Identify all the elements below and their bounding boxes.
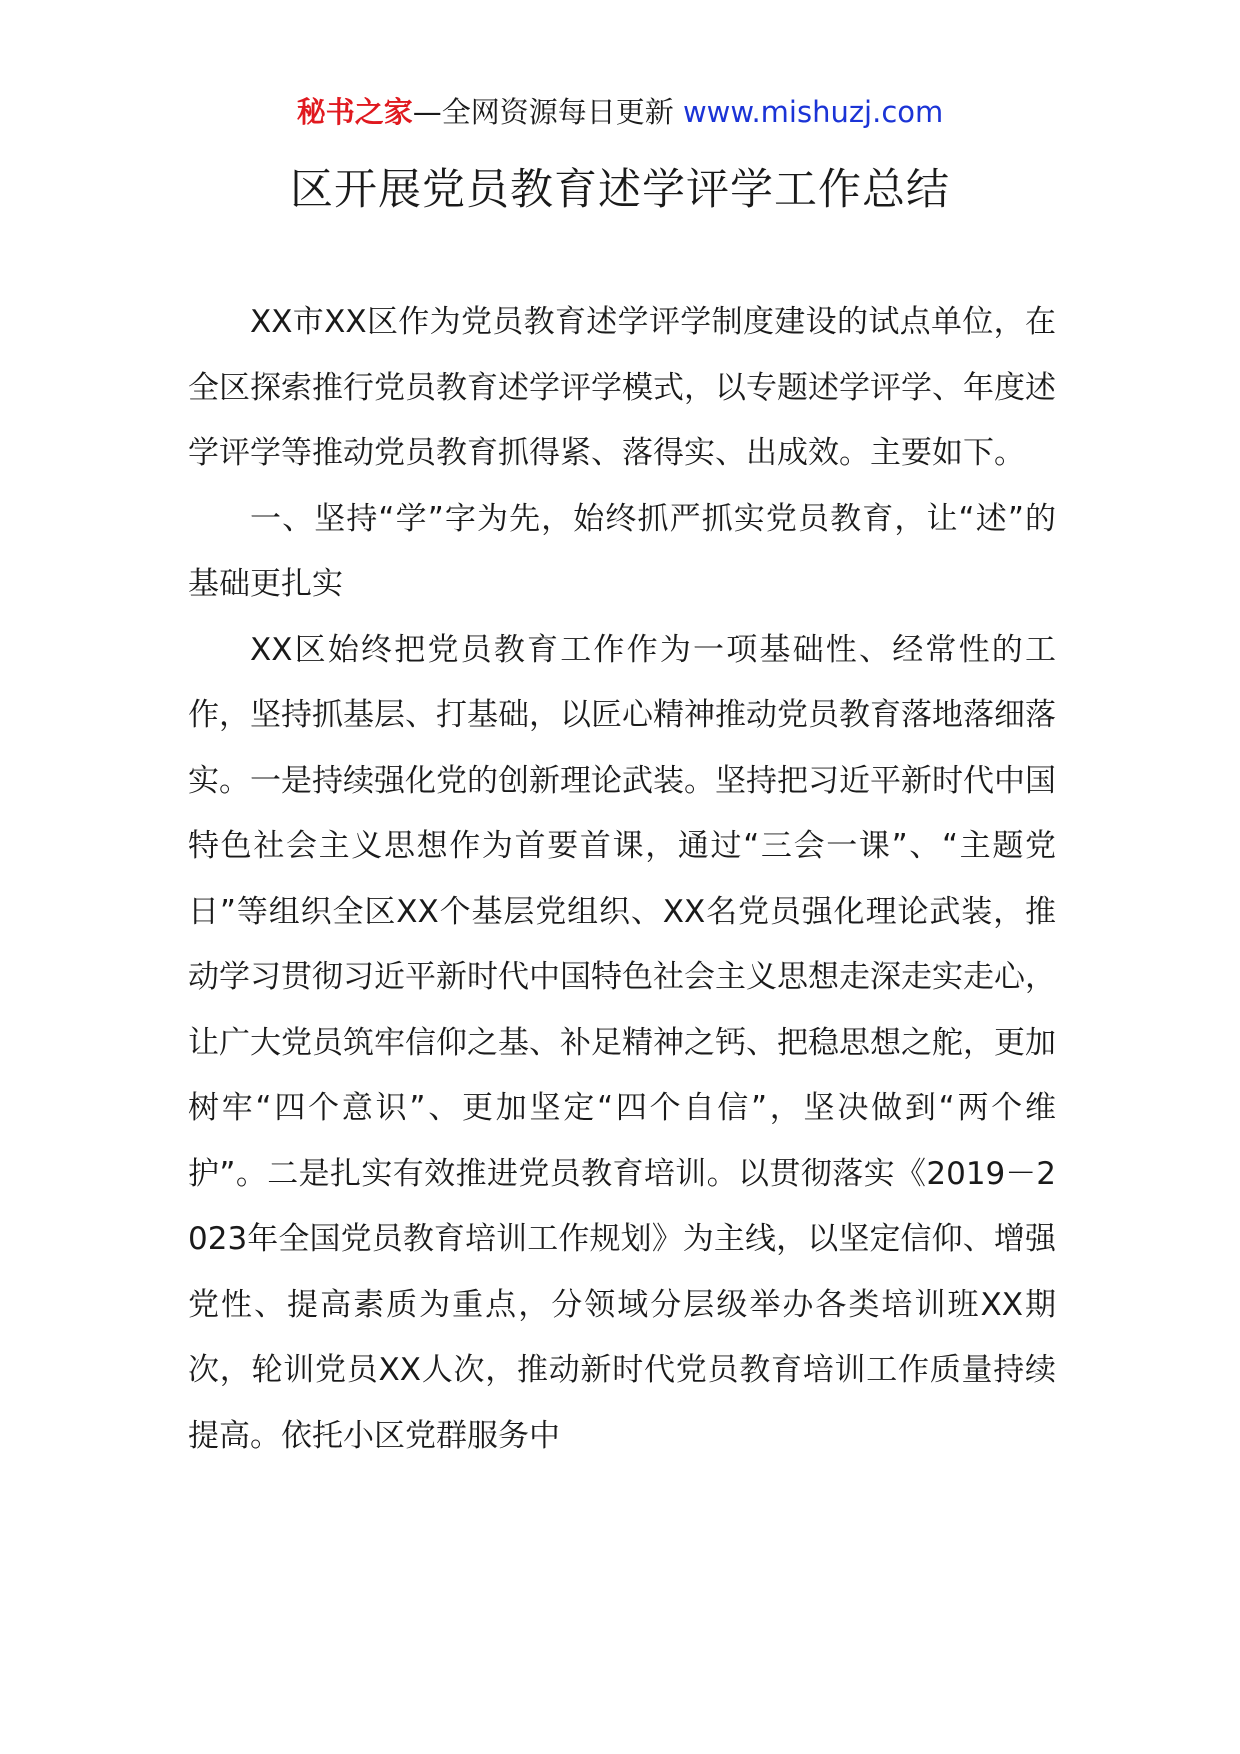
section-heading-1: 一、坚持“学”字为先，始终抓严抓实党员教育，让“述”的基础更扎实 xyxy=(188,500,1056,602)
brand-name: 秘书之家 xyxy=(296,95,413,129)
paragraph-intro: XX市XX区作为党员教育述学评学制度建设的试点单位，在全区探索推行党员教育述学评学模式，以专题述学评学、年度述学评学等推动党员教育抓得紧、落得实、出成效。主要如下。 xyxy=(188,304,1056,471)
header-tagline: —全网资源每日更新 xyxy=(412,95,683,129)
header-banner xyxy=(0,92,1240,132)
document-title: 区开展党员教育述学评学工作总结 xyxy=(290,165,950,215)
site-url-link[interactable]: www.mishuzj.com xyxy=(682,95,944,129)
paragraph-section-1: XX区始终把党员教育工作作为一项基础性、经常性的工作，坚持抓基层、打基础，以匠心精神推动党员教育落地落细落实。一是持续强化党的创新理论武装。坚持把习近平新时代中国特色社会主义思想作为首要首课，通过“三会一课”、“主题党日”等组织全区XX个基层党组织、XX名党员强化理论武装，推动学习贯彻习近平新时代中国特色社会主义思想走深走实走心，让广大党员筑牢信仰之基、补足精神之钙、把稳思想之舵，更加树牢“四个意识”、更加坚定“四个自信”，坚决做到“两个维护”。二是扎实有效推进党员教育培训。以贯彻落实《2019－2023年全国党员教育培训工作规划》为主线，以坚定信仰、增强党性、提高素质为重点，分领域分层级举办各类培训班XX期次，轮训党员XX人次，推动新时代党员教育培训工作质量持续提高。依托小区党群服务中 xyxy=(188,631,1056,1454)
document-body xyxy=(188,290,1056,1469)
